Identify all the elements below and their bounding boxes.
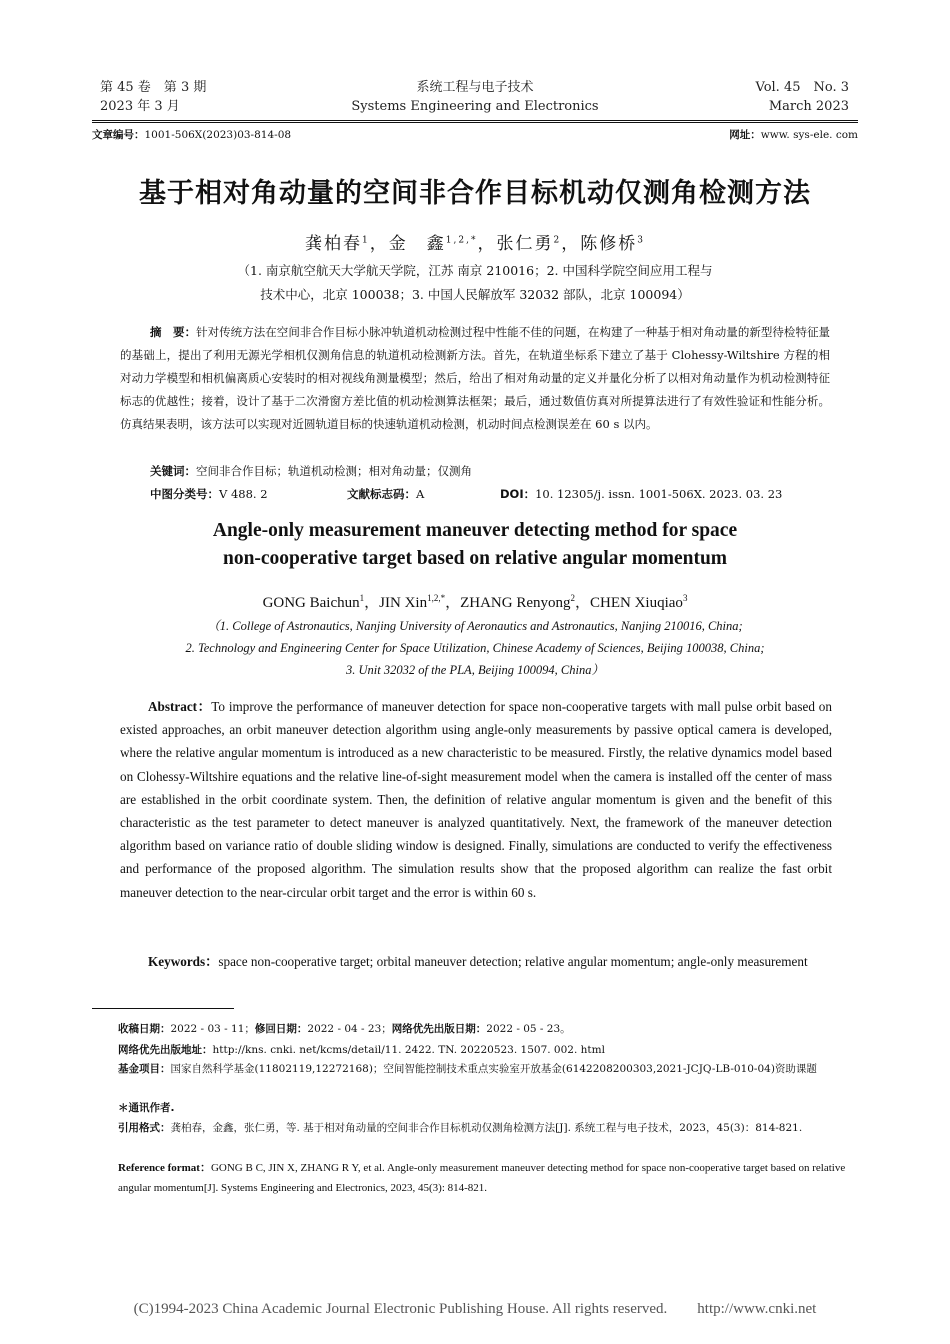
website (729, 127, 858, 142)
author-affiliation-mark: 2 (553, 235, 562, 246)
corresponding-author-note: ＊通讯作者. (118, 1102, 175, 1114)
footnote-dates (118, 1019, 858, 1039)
author-name: 金 鑫 (388, 234, 446, 254)
online-label: 网络优先出版日期： (391, 1023, 487, 1035)
footnote-reference-format (118, 1158, 858, 1198)
author-name: 陈修桥 (580, 234, 638, 254)
keywords-en (120, 950, 832, 973)
header-right (700, 78, 849, 116)
footnote-fund (118, 1059, 858, 1079)
footnote-corresponding (118, 1098, 858, 1118)
author-affiliation-mark: 3 (637, 235, 645, 246)
header-left (100, 78, 260, 116)
author-name: 龚柏春 (305, 234, 363, 254)
volume-issue-zh: 第 45 卷 第 3 期 (100, 80, 207, 95)
author-name: ZHANG Renyong (460, 595, 571, 611)
received-label: 收稿日期： (118, 1023, 171, 1035)
online-url[interactable]: http://kns. cnki. net/kcms/detail/11. 2422. TN. 20220523. 1507. 002. html (212, 1044, 605, 1056)
website-link[interactable]: www. sys-ele. com (760, 129, 858, 141)
abstract-en (120, 695, 832, 904)
abstract-zh-label: 摘 要： (150, 325, 197, 339)
revised-label: 修回日期： (254, 1023, 308, 1035)
author-separator: ， (364, 595, 380, 611)
citation-label: 引用格式： (118, 1122, 171, 1134)
doi-label: DOI： (500, 487, 536, 501)
footnote-online-url (118, 1040, 858, 1060)
journal-name-en: Systems Engineering and Electronics (351, 99, 599, 114)
volume-issue-en: Vol. 45 No. 3 (755, 80, 849, 95)
author-name: CHEN Xiuqiao (590, 595, 683, 611)
author-separator: ， (561, 234, 581, 254)
keywords-zh-label: 关键词： (150, 464, 196, 478)
fund-text: 国家自然科学基金(11802119,12272168)；空间智能控制技术重点实验室开放基金(6142208200303,2021-JCJQ-LB-010-04)资助课题 (170, 1063, 817, 1075)
keywords-en-text: space non-cooperative target; orbital maneuver detection; relative angular momentum; angle-only measurement (218, 954, 808, 969)
abstract-zh (120, 321, 830, 436)
received-date: 2022 - 03 - 11； (170, 1023, 255, 1035)
doi-value[interactable]: 10. 12305/j. issn. 1001-506X. 2023. 03. 23 (535, 487, 783, 501)
fund-label: 基金项目： (118, 1063, 171, 1075)
doi (500, 483, 782, 506)
affiliations-zh (120, 259, 830, 307)
paper-title-en-line: Angle-only measurement maneuver detecting method for space (212, 520, 738, 541)
header-rule-top (92, 120, 858, 121)
author-separator: ， (445, 595, 461, 611)
footnote-rule (92, 1008, 234, 1009)
header-center (300, 78, 650, 116)
authors-zh (60, 229, 890, 254)
article-number-label: 文章编号： (92, 129, 145, 141)
affiliation-line: （1. 南京航空航天大学航天学院，江苏 南京 210016；2. 中国科学院空间应用工程与 (237, 263, 713, 278)
author-affiliation-mark: 1 (362, 235, 370, 246)
website-label: 网址： (729, 129, 761, 141)
author-affiliation-mark: 2 (570, 593, 575, 603)
author-affiliation-mark: 1,2,* (445, 235, 478, 246)
author-name: JIN Xin (379, 595, 428, 611)
paper-title-en (80, 517, 870, 573)
author-separator: ， (575, 595, 591, 611)
keywords-en-label: Keywords： (148, 954, 219, 969)
paper-title-en-line: non-cooperative target based on relative angular momentum (222, 548, 728, 569)
clc-number (150, 483, 268, 506)
article-number-value: 1001-506X(2023)03-814-08 (144, 129, 292, 141)
document-code (347, 483, 424, 506)
author-separator: ， (477, 234, 497, 254)
article-number (92, 127, 291, 142)
copyright-watermark: (C)1994-2023 China Academic Journal Electronic Publishing House. All rights reserved. http://www.cnki.net (133, 1301, 817, 1317)
abstract-en-label: Abstract： (148, 699, 212, 714)
affiliation-line: 2. Technology and Engineering Center for Space Utilization, Chinese Academy of Sciences, Beijing 100038, China; (185, 641, 765, 655)
author-name: GONG Baichun (262, 595, 360, 611)
affiliation-line: （1. College of Astronautics, Nanjing University of Aeronautics and Astronautics, Nanjing 210016, China; (207, 619, 743, 633)
date-en: March 2023 (768, 99, 849, 114)
clc-value: V 488. 2 (219, 487, 268, 501)
header-rule-bottom (92, 122, 858, 123)
author-affiliation-mark: 3 (682, 593, 688, 603)
online-url-label: 网络优先出版地址： (118, 1044, 213, 1056)
abstract-en-text: To improve the performance of maneuver detection for space non-cooperative targets with mall pulse orbit based on existed approaches, an orbit maneuver detection algorithm using angle-only measurements by passive optical camera is developed, where the relative angular momentum is introduced as a new characteristic to be measured. Firstly, the relative dynamics model based on Clohessy-Wiltshire equations and the relative line-of-sight measurement model when the camera is installed off the center of mass are established in the orbit coordinate system. Then, the definition of relative angular momentum is given and the benefit of this characteristic as the test parameter to detect maneuver is analyzed quantitatively. Next, the framework of the maneuver detection algorithm based on variance ratio of double sliding window is designed. Finally, simulations are conducted to verify the effectiveness and performance of the proposed algorithm. The simulation results show that the proposed algorithm can realize the fast orbit maneuver detection to the near-circular orbit target and the error is within 60 s. (120, 699, 832, 900)
abstract-zh-text: 针对传统方法在空间非合作目标小脉冲轨道机动检测过程中性能不佳的问题，在构建了一种基于相对角动量的新型待检特征量的基础上，提出了利用无源光学相机仅测角信息的轨道机动检测新方法。首先，在轨道坐标系下建立了基于 Clohessy-Wiltshire 方程的相对动力学模型和相机偏离质心安装时的相对视线角测量模型；然后，给出了相对角动量的定义并量化分析了以相对角动量作为机动检测特征标志的优越性；接着，设计了基于二次滑窗方差比值的机动检测算法框架；最后，通过数值仿真对所提算法进行了有效性验证和性能分析。仿真结果表明，该方法可以实现对近圆轨道目标的快速轨道机动检测，机动时间点检测误差在 60 s 以内。 (120, 325, 830, 431)
affiliation-line: 技术中心，北京 100038；3. 中国人民解放军 32032 部队，北京 100094） (260, 287, 690, 302)
author-affiliation-mark: 1 (359, 593, 365, 603)
document-code-label: 文献标志码： (347, 487, 416, 501)
reference-format-label: Reference format： (118, 1162, 211, 1174)
author-separator: ， (369, 234, 389, 254)
document-code-value: A (416, 487, 425, 501)
keywords-zh-text: 空间非合作目标；轨道机动检测；相对角动量；仅测角 (196, 464, 472, 478)
clc-label: 中图分类号： (150, 487, 219, 501)
revised-date: 2022 - 04 - 23； (307, 1023, 392, 1035)
affiliation-line: 3. Unit 32032 of the PLA, Beijing 100094, China） (346, 663, 604, 677)
online-date: 2022 - 05 - 23。 (486, 1023, 571, 1035)
author-affiliation-mark: 1,2,* (427, 593, 446, 603)
journal-name-zh: 系统工程与电子技术 (416, 80, 534, 95)
date-zh: 2023 年 3 月 (100, 99, 180, 114)
footnote-citation (118, 1118, 858, 1138)
authors-en (80, 591, 870, 612)
keywords-zh (150, 460, 472, 483)
author-name: 张仁勇 (496, 234, 554, 254)
affiliations-en (90, 615, 860, 681)
reference-format-text: GONG B C, JIN X, ZHANG R Y, et al. Angle-only measurement maneuver detecting method for space non-cooperative target based on relative angular momentum[J]. Systems Engineering and Electronics, 2023, 45(3): 814-821. (118, 1162, 846, 1194)
citation-text: 龚柏春，金鑫，张仁勇，等. 基于相对角动量的空间非合作目标机动仅测角检测方法[J]. 系统工程与电子技术，2023，45(3)：814-821. (170, 1122, 803, 1134)
paper-title-zh: 基于相对角动量的空间非合作目标机动仅测角检测方法 (139, 178, 811, 209)
